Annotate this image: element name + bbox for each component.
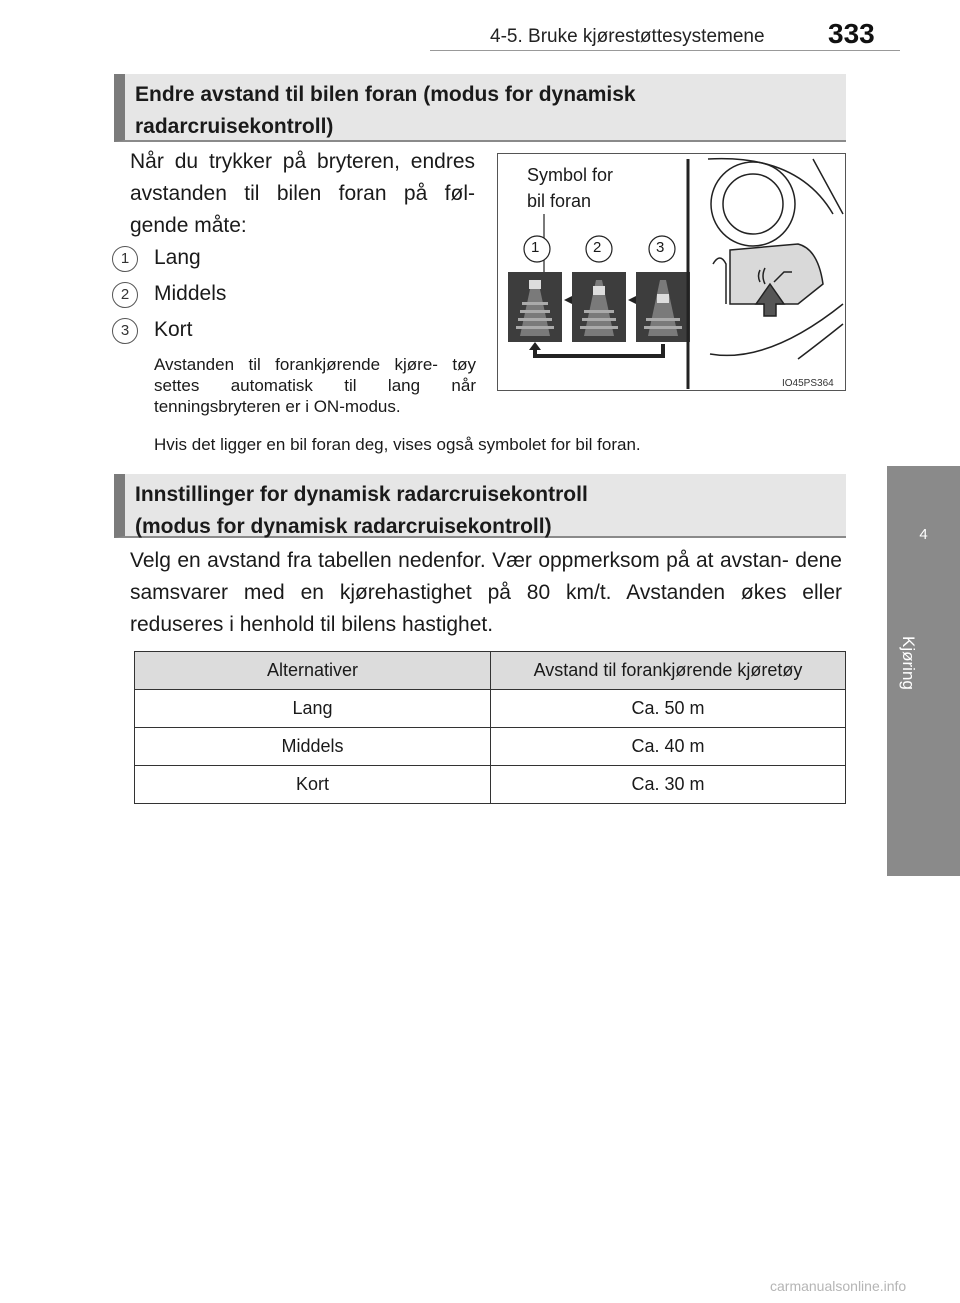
chapter-side-tab [887, 466, 960, 876]
page-number: 333 [828, 18, 875, 49]
note-vehicle-ahead: Hvis det ligger en bil foran deg, vises også symbolet for bil foran. [154, 435, 641, 454]
section-heading-distance [114, 74, 846, 142]
list-item [112, 314, 452, 346]
list-item [112, 278, 452, 310]
heading-line-2: radarcruisekontroll) [135, 115, 334, 138]
table-row [135, 728, 846, 766]
section-title: 4-5. Bruke kjørestøttesystemene [490, 26, 765, 47]
heading-line-1: Innstillinger for dynamisk radarcruisekontroll [135, 483, 588, 506]
number-badge: 3 [112, 318, 138, 344]
arrow-right-1 [564, 296, 572, 304]
table-row [135, 690, 846, 728]
list-item-label: Middels [154, 282, 227, 305]
figure-illustration [498, 154, 846, 391]
display-middle [572, 272, 626, 342]
list-item [112, 242, 452, 274]
chapter-label: Kjøring [899, 636, 918, 690]
display-short [636, 272, 690, 342]
table-cell: Middels [135, 728, 491, 766]
return-arrow-head [529, 342, 541, 350]
display-long [508, 272, 562, 342]
return-arrow [535, 344, 663, 356]
marker-label-3: 3 [656, 239, 665, 256]
arrow-right-2 [628, 296, 636, 304]
marker-label-2: 2 [593, 239, 602, 256]
figure-code: IO45PS364 [782, 378, 834, 389]
table-cell: Ca. 50 m [491, 690, 846, 728]
number-badge: 2 [112, 282, 138, 308]
table-header-row [135, 652, 846, 690]
header-divider [430, 50, 900, 51]
marker-label-1: 1 [531, 239, 540, 256]
number-badge: 1 [112, 246, 138, 272]
column-header-options: Alternativer [135, 652, 491, 690]
section-heading-settings [114, 474, 846, 538]
table-cell: Ca. 40 m [491, 728, 846, 766]
caption-line-2: bil foran [527, 191, 592, 211]
heading-line-2: (modus for dynamisk radarcruisekontroll) [135, 515, 552, 538]
caption-line-1: Symbol for [527, 165, 614, 185]
list-item-label: Kort [154, 318, 193, 341]
settings-paragraph: Velg en avstand fra tabellen nedenfor. Vær oppmerksom på at avstan- dene samsvarer med en kjørehastighet på 80 km/t. Avstanden økes eller reduseres i henhold til bilens hastighet. [130, 549, 842, 636]
table-cell: Ca. 30 m [491, 766, 846, 804]
steering-switch [708, 159, 843, 359]
chapter-number: 4 [919, 526, 928, 543]
table-cell: Lang [135, 690, 491, 728]
heading-line-1: Endre avstand til bilen foran (modus for dynamisk [135, 83, 636, 106]
distance-table [134, 651, 846, 804]
intro-paragraph: Når du trykker på bryteren, endres avstanden til bilen foran på føl- gende måte: [130, 150, 475, 237]
footer-watermark: carmanualsonline.info [770, 1278, 907, 1294]
list-item-label: Lang [154, 246, 201, 269]
column-header-distance: Avstand til forankjørende kjøretøy [491, 652, 846, 690]
table-row [135, 766, 846, 804]
distance-switch-figure [497, 153, 846, 391]
note-default-distance: Avstanden til forankjørende kjøre- tøy settes automatisk til lang når tenningsbryteren er i ON-modus. [154, 355, 476, 416]
table-cell: Kort [135, 766, 491, 804]
